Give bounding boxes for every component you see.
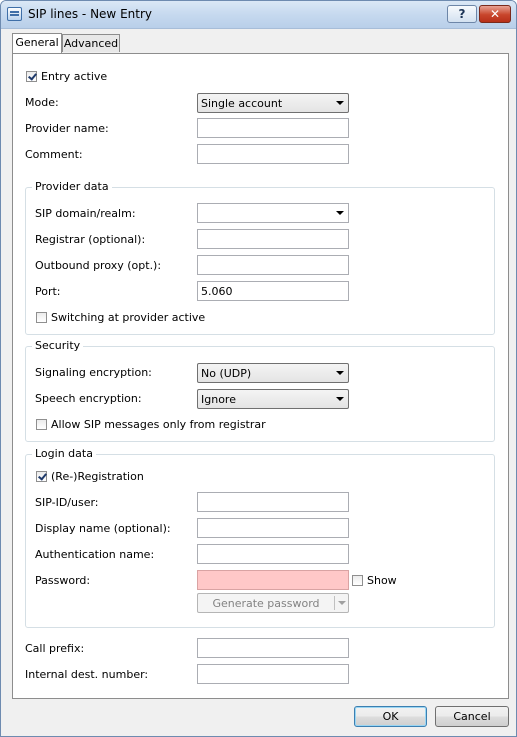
sip-lines-app-icon [7, 7, 22, 21]
registration-checkbox[interactable] [36, 471, 47, 482]
title-bar[interactable] [1, 1, 516, 29]
call-prefix-label: Call prefix: [25, 642, 85, 655]
registrar-label: Registrar (optional): [35, 233, 146, 246]
internal-dest-input[interactable] [197, 664, 349, 684]
chevron-down-icon [336, 211, 344, 215]
security-title: Security [32, 339, 83, 352]
split-button-divider [334, 596, 335, 610]
help-button[interactable]: ? [447, 5, 477, 23]
provider-name-label: Provider name: [25, 122, 109, 135]
generate-password-label: Generate password [212, 597, 320, 610]
provider-data-title: Provider data [32, 180, 112, 193]
signaling-encryption-label: Signaling encryption: [35, 366, 152, 379]
tab-general[interactable]: General [12, 33, 62, 53]
comment-input[interactable] [197, 144, 349, 164]
display-name-label: Display name (optional): [35, 522, 171, 535]
chevron-down-icon [336, 397, 344, 401]
close-button[interactable]: ✕ [479, 5, 511, 23]
speech-encryption-label: Speech encryption: [35, 392, 142, 405]
call-prefix-input[interactable] [197, 638, 349, 658]
chevron-down-icon [336, 101, 344, 105]
allow-sip-registrar-label: Allow SIP messages only from registrar [51, 418, 266, 431]
signaling-encryption-select[interactable] [197, 363, 349, 383]
auth-name-label: Authentication name: [35, 548, 155, 561]
mode-select-value: Single account [201, 97, 283, 110]
tab-advanced[interactable]: Advanced [62, 34, 120, 52]
switching-at-provider-label: Switching at provider active [51, 311, 206, 324]
mode-select[interactable] [197, 93, 349, 113]
ok-button[interactable]: OK [354, 706, 427, 727]
outbound-proxy-label: Outbound proxy (opt.): [35, 259, 162, 272]
show-password-checkbox[interactable] [352, 575, 363, 586]
general-tab-panel [12, 53, 509, 699]
display-name-input[interactable] [197, 518, 349, 538]
outbound-proxy-input[interactable] [197, 255, 349, 275]
entry-active-checkbox[interactable] [26, 71, 37, 82]
port-label: Port: [35, 285, 61, 298]
internal-dest-label: Internal dest. number: [25, 668, 149, 681]
show-password-label: Show [367, 574, 397, 587]
entry-active-label: Entry active [41, 70, 108, 83]
password-input[interactable] [197, 570, 349, 590]
port-input[interactable]: 5.060 [197, 281, 349, 301]
switching-at-provider-checkbox[interactable] [36, 312, 47, 323]
comment-label: Comment: [25, 148, 83, 161]
mode-label: Mode: [25, 96, 59, 109]
chevron-down-icon [336, 371, 344, 375]
speech-encryption-value: Ignore [201, 393, 236, 406]
provider-name-input[interactable] [197, 118, 349, 138]
password-label: Password: [35, 574, 91, 587]
sip-id-label: SIP-ID/user: [35, 496, 99, 509]
window-title: SIP lines - New Entry [28, 7, 152, 21]
registration-label: (Re-)Registration [51, 470, 144, 483]
speech-encryption-select[interactable] [197, 389, 349, 409]
sip-id-input[interactable] [197, 492, 349, 512]
login-data-title: Login data [32, 447, 96, 460]
sip-domain-combobox[interactable] [197, 203, 349, 223]
cancel-button[interactable]: Cancel [435, 706, 509, 727]
chevron-down-icon[interactable] [338, 601, 346, 605]
allow-sip-registrar-checkbox[interactable] [36, 419, 47, 430]
registrar-input[interactable] [197, 229, 349, 249]
signaling-encryption-value: No (UDP) [201, 367, 252, 380]
generate-password-button[interactable] [197, 593, 349, 613]
auth-name-input[interactable] [197, 544, 349, 564]
sip-domain-label: SIP domain/realm: [35, 207, 136, 220]
